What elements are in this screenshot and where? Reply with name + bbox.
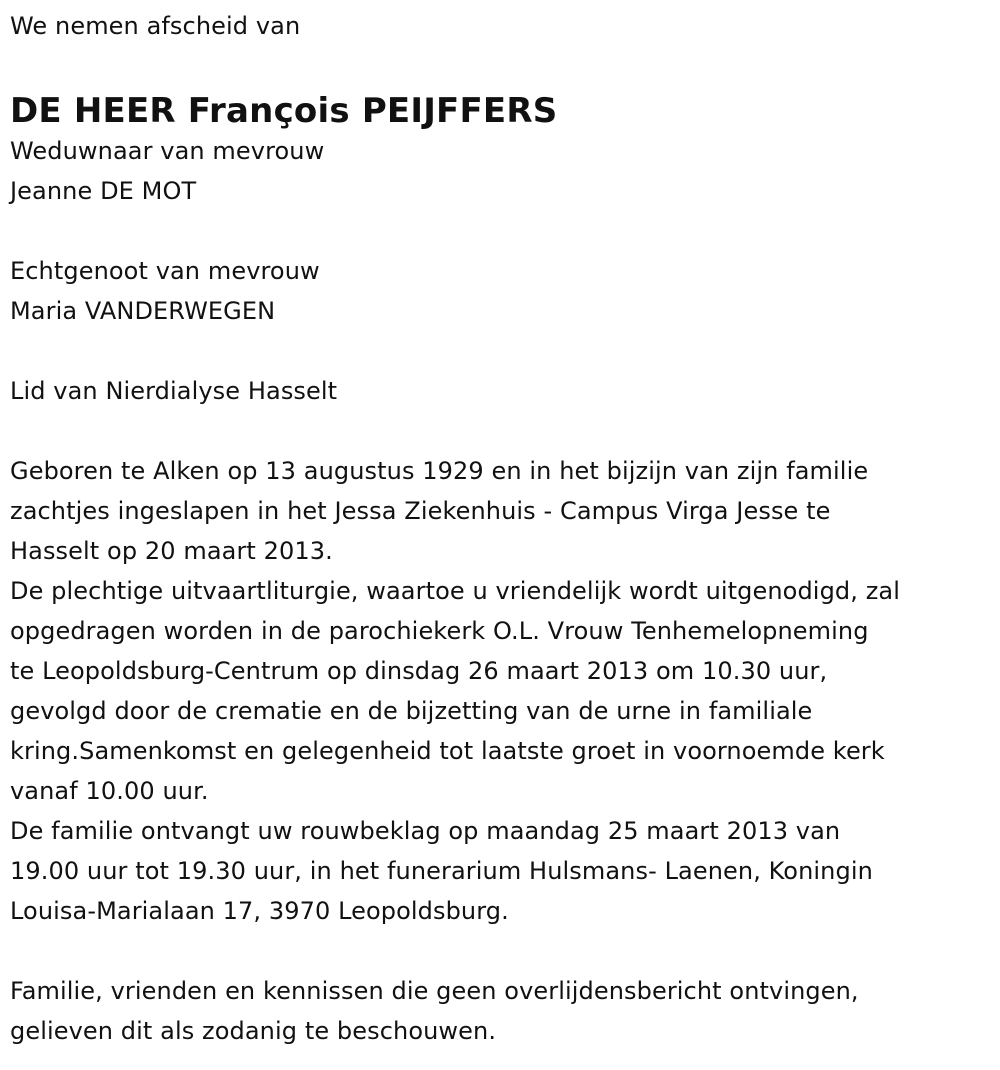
closing-line: gelieven dit als zodanig te beschouwen. <box>10 1017 497 1045</box>
details-line: gevolgd door de crematie en de bijzetting van de urne in familiale <box>10 697 813 725</box>
relation-role: Weduwnaar van mevrouw <box>10 137 325 165</box>
spacer <box>10 211 990 251</box>
relation-person: Jeanne DE MOT <box>10 177 197 205</box>
relation-person: Maria VANDERWEGEN <box>10 297 276 325</box>
membership-text: Lid van Nierdialyse Hasselt <box>10 377 338 405</box>
details-line: Geboren te Alken op 13 augustus 1929 en in het bijzijn van zijn familie <box>10 457 869 485</box>
details-line: zachtjes ingeslapen in het Jessa Ziekenhuis - Campus Virga Jesse te <box>10 497 831 525</box>
details-line: De plechtige uitvaartliturgie, waartoe u vriendelijk wordt uitgenodigd, zal <box>10 577 900 605</box>
details-line: Hasselt op 20 maart 2013. <box>10 537 333 565</box>
spacer <box>10 331 990 371</box>
details-paragraph <box>10 451 990 931</box>
relation-spouse <box>10 251 990 331</box>
relation-widower <box>10 131 990 211</box>
details-line: kring.Samenkomst en gelegenheid tot laatste groet in voornoemde kerk <box>10 737 885 765</box>
deceased-name: DE HEER François PEIJFFERS <box>10 91 558 131</box>
intro-text: We nemen afscheid van <box>10 12 301 40</box>
details-line: De familie ontvangt uw rouwbeklag op maandag 25 maart 2013 van <box>10 817 841 845</box>
details-line: te Leopoldsburg-Centrum op dinsdag 26 maart 2013 om 10.30 uur, <box>10 657 828 685</box>
details-line: opgedragen worden in de parochiekerk O.L. Vrouw Tenhemelopneming <box>10 617 869 645</box>
relation-role: Echtgenoot van mevrouw <box>10 257 320 285</box>
closing-line: Familie, vrienden en kennissen die geen overlijdensbericht ontvingen, <box>10 977 859 1005</box>
closing-paragraph <box>10 971 990 1051</box>
details-line: vanaf 10.00 uur. <box>10 777 209 805</box>
details-line: 19.00 uur tot 19.30 uur, in het funerarium Hulsmans- Laenen, Koningin <box>10 857 873 885</box>
details-line: Louisa-Marialaan 17, 3970 Leopoldsburg. <box>10 897 509 925</box>
spacer <box>10 931 990 971</box>
spacer <box>10 411 990 451</box>
